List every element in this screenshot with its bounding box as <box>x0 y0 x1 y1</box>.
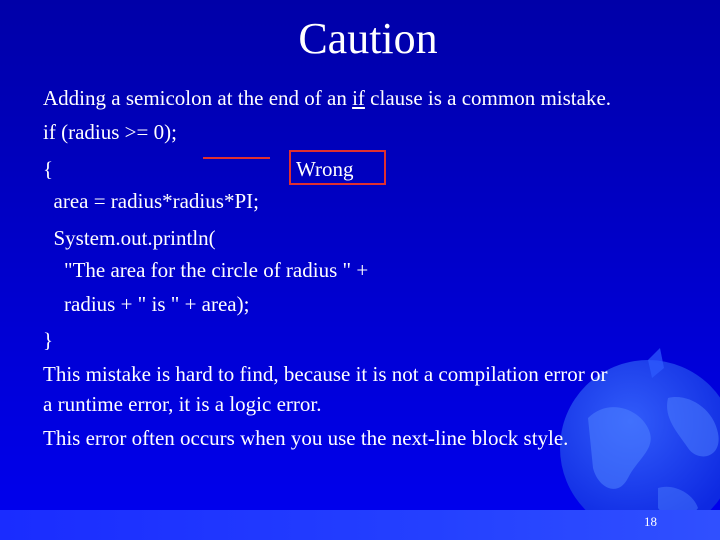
code-line: radius + " is " + area); <box>43 292 250 316</box>
intro-keyword: if <box>352 86 365 110</box>
code-line: } <box>43 328 54 352</box>
footer-bar <box>0 510 720 540</box>
intro-line <box>43 85 611 111</box>
annotation-arrow <box>203 157 270 159</box>
code-line: System.out.println( <box>43 226 216 250</box>
code-line: "The area for the circle of radius " + <box>43 258 369 282</box>
explanation-line: This mistake is hard to find, because it is not a compilation error or <box>43 362 608 386</box>
wrong-label: Wrong <box>296 157 354 181</box>
code-line: if (radius >= 0); <box>43 120 177 144</box>
intro-text-before: Adding a semicolon at the end of an <box>43 86 353 110</box>
explanation-line: This error often occurs when you use the next-line block style. <box>43 426 569 450</box>
code-line: { <box>43 157 54 181</box>
explanation-line: a runtime error, it is a logic error. <box>43 392 322 416</box>
page-number: 18 <box>644 514 657 529</box>
slide-title: Caution <box>298 14 438 63</box>
code-line: area = radius*radius*PI; <box>43 189 259 213</box>
intro-text-after: clause is a common mistake. <box>364 86 612 110</box>
